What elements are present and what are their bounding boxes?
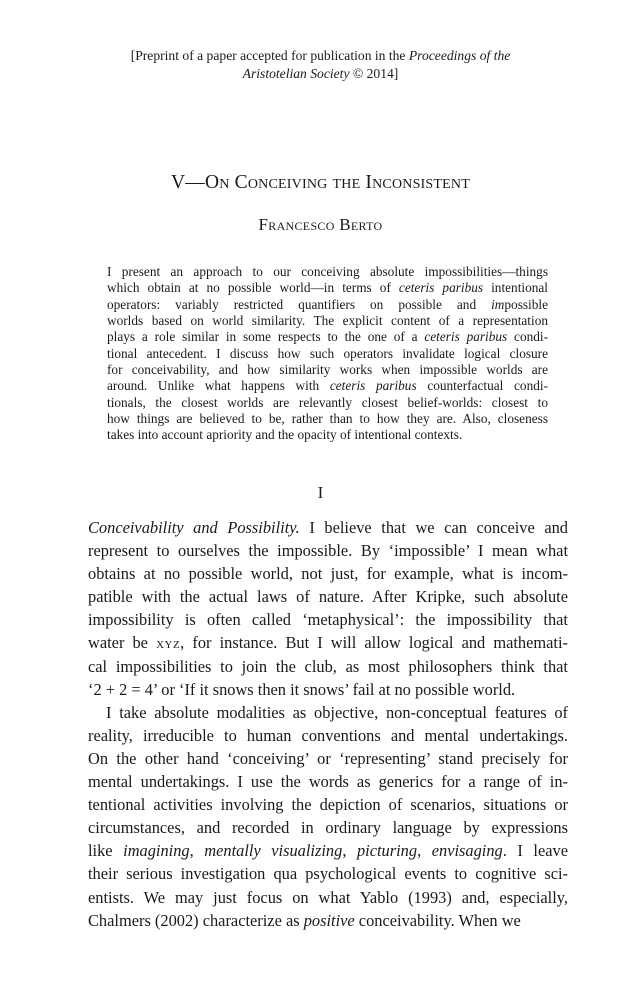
text-run: water be bbox=[88, 633, 157, 653]
text-run: Chalmers (2002) characterize as bbox=[88, 910, 304, 930]
text-run: reality, irreducible to human conventions and mental undertakings. bbox=[88, 725, 568, 745]
abstract-line bbox=[107, 329, 548, 345]
body-line bbox=[88, 862, 568, 885]
notice-suffix: © 2014] bbox=[349, 66, 399, 81]
abstract bbox=[107, 264, 548, 444]
text-run: operators: variably restricted quantifiers on possible and bbox=[107, 296, 492, 312]
text-run: , bbox=[342, 841, 357, 861]
text-run: intentional bbox=[483, 280, 548, 296]
text-run: plays a role similar in some respects to the one of a bbox=[107, 329, 425, 345]
text-run: cal impossibilities to join the club, as most philosophers think that bbox=[88, 656, 568, 676]
text-run: for conceivability, and how similarity works when impossible worlds are bbox=[107, 362, 548, 378]
abstract-line bbox=[107, 346, 548, 362]
italic-text: ceteris paribus bbox=[398, 280, 484, 296]
italic-text: im bbox=[491, 296, 505, 312]
italic-text: mentally visualizing bbox=[204, 841, 343, 861]
text-run: which obtain at no possible world—in terms of bbox=[107, 280, 399, 296]
body-line bbox=[88, 585, 568, 608]
abstract-line bbox=[107, 362, 548, 378]
text-run: worlds based on world similarity. The explicit content of a representation bbox=[107, 313, 548, 329]
text-run: On the other hand ‘conceiving’ or ‘representing’ stand precisely for bbox=[88, 748, 568, 768]
abstract-line bbox=[107, 264, 548, 280]
body-line bbox=[88, 909, 568, 932]
text-run: I present an approach to our conceiving absolute impossibilities—things bbox=[107, 264, 548, 279]
text-run: mental undertakings. I use the words as generics for a range of in- bbox=[88, 772, 568, 792]
text-run: their serious investigation qua psychological events to cognitive sci- bbox=[88, 864, 568, 884]
italic-text: ceteris paribus bbox=[329, 378, 417, 394]
abstract-line bbox=[107, 280, 548, 296]
abstract-line bbox=[107, 378, 548, 394]
text-run: tional antecedent. I discuss how such operators invalidate logical closure bbox=[107, 345, 548, 361]
text-run: possible bbox=[504, 296, 548, 312]
body-line bbox=[88, 793, 568, 816]
abstract-line bbox=[107, 427, 548, 443]
italic-text: ceteris paribus bbox=[424, 329, 508, 345]
publication-notice bbox=[100, 47, 541, 83]
text-run: , bbox=[189, 841, 205, 861]
body-text bbox=[88, 516, 568, 932]
text-run: , for instance. But I will allow logical and mathemati- bbox=[180, 633, 568, 653]
text-run: . I leave bbox=[502, 841, 568, 861]
abstract-line bbox=[107, 297, 548, 313]
text-run: like bbox=[88, 841, 124, 861]
small-caps-text: xyz bbox=[156, 636, 181, 653]
text-run: , bbox=[417, 841, 432, 861]
text-run: entists. We may just focus on what Yablo (1993) and, especially, bbox=[88, 887, 568, 907]
text-run: around. Unlike what happens with bbox=[107, 378, 330, 394]
body-line bbox=[88, 816, 568, 839]
text-run: tentional activities involving the depiction of scenarios, situations or bbox=[88, 795, 568, 815]
notice-journal-line2: Aristotelian Society bbox=[242, 66, 350, 81]
text-run: condi- bbox=[507, 329, 549, 345]
abstract-line bbox=[107, 313, 548, 329]
text-run: obtains at no possible world, not just, for example, what is incom- bbox=[88, 564, 568, 584]
text-run: counterfactual condi- bbox=[416, 378, 548, 394]
body-line bbox=[88, 678, 568, 701]
text-run: impossibility is often called ‘metaphysical’: the impossibility that bbox=[88, 610, 568, 630]
body-line bbox=[88, 655, 568, 678]
body-line bbox=[88, 631, 568, 654]
text-run: conceivability. When we bbox=[354, 910, 521, 930]
text-run: circumstances, and recorded in ordinary language by expressions bbox=[88, 818, 568, 838]
text-run: I believe that we can conceive and bbox=[299, 518, 568, 537]
text-run: I take absolute modalities as objective, non-conceptual features of bbox=[106, 702, 568, 722]
abstract-line bbox=[107, 395, 548, 411]
text-run: represent to ourselves the impossible. By ‘impossible’ I mean what bbox=[88, 541, 568, 561]
body-line bbox=[88, 886, 568, 909]
italic-text: picturing bbox=[356, 841, 418, 861]
body-line bbox=[88, 539, 568, 562]
body-line bbox=[88, 747, 568, 770]
paper-title: V—On Conceiving the Inconsistent bbox=[171, 172, 470, 193]
italic-text: positive bbox=[303, 910, 355, 930]
paper-author: Francesco Berto bbox=[258, 215, 383, 234]
text-run: ‘2 + 2 = 4’ or ‘If it snows then it snows’ fail at no possible world. bbox=[88, 679, 516, 699]
text-run: takes into account apriority and the opacity of intentional contexts. bbox=[107, 427, 463, 443]
body-line bbox=[88, 839, 568, 862]
text-run: patible with the actual laws of nature. After Kripke, such absolute bbox=[88, 587, 568, 607]
body-line bbox=[88, 701, 568, 724]
italic-text: envisaging bbox=[431, 841, 503, 861]
body-line bbox=[88, 516, 568, 539]
body-line bbox=[88, 770, 568, 793]
italic-text: imagining bbox=[123, 841, 190, 861]
notice-prefix: [Preprint of a paper accepted for publication in the bbox=[130, 48, 409, 63]
italic-text: Conceivability and Possibility. bbox=[88, 518, 300, 537]
abstract-line bbox=[107, 411, 548, 427]
body-line bbox=[88, 608, 568, 631]
text-run: how things are believed to be, rather than to how they are. Also, closeness bbox=[107, 411, 548, 427]
text-run: tionals, the closest worlds are relevantly closest belief-worlds: closest to bbox=[107, 394, 548, 410]
section-number: I bbox=[317, 483, 324, 502]
body-line bbox=[88, 724, 568, 747]
body-line bbox=[88, 562, 568, 585]
notice-journal-line1: Proceedings of the bbox=[408, 48, 511, 63]
